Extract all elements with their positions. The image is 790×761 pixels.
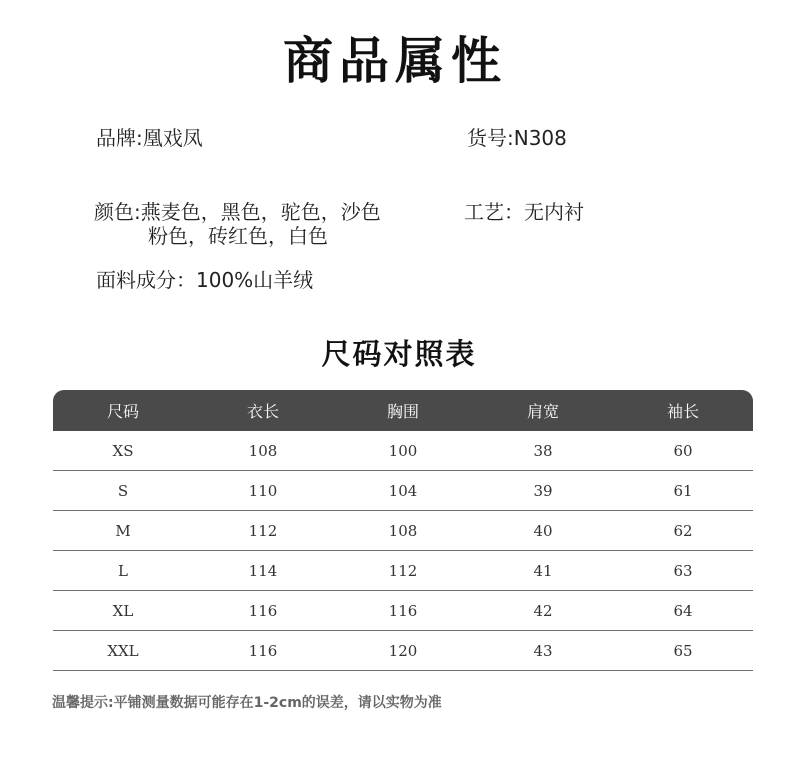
cell-sleeve: 63: [673, 561, 693, 580]
size-chart-title: 尺码对照表: [321, 337, 477, 371]
header-cell-shoulder: 肩宽: [526, 402, 559, 421]
cell-shoulder: 42: [533, 601, 553, 620]
cell-sleeve: 60: [673, 441, 693, 460]
cell-size: L: [118, 561, 128, 580]
cell-length: 112: [248, 521, 278, 540]
color-attribute-line-1: 颜色:燕麦色，黑色，驼色，沙色: [94, 200, 381, 224]
cell-length: 116: [248, 601, 278, 620]
cell-chest: 100: [388, 441, 418, 460]
size-chart-table: [53, 390, 753, 671]
cell-size: M: [115, 521, 131, 540]
table-row: [53, 631, 753, 671]
cell-length: 108: [248, 441, 278, 460]
table-row: [53, 591, 753, 631]
cell-size: XS: [112, 441, 134, 460]
cell-sleeve: 65: [673, 641, 693, 660]
cell-length: 116: [248, 641, 278, 660]
header-cell-size: 尺码: [106, 402, 139, 421]
fabric-attribute: 面料成分：100%山羊绒: [96, 268, 314, 292]
cell-size: XL: [112, 601, 134, 620]
header-cell-length: 衣长: [246, 402, 279, 421]
page-title: 商品属性: [283, 32, 507, 90]
header-cell-chest: 胸围: [386, 402, 419, 421]
table-row: [53, 431, 753, 471]
brand-attribute: 品牌:凰戏凤: [96, 126, 203, 150]
cell-shoulder: 43: [533, 641, 553, 660]
header-cell-sleeve: 袖长: [666, 402, 699, 421]
cell-sleeve: 62: [673, 521, 693, 540]
cell-size: XXL: [107, 641, 139, 660]
cell-chest: 108: [388, 521, 418, 540]
cell-chest: 120: [388, 641, 418, 660]
item-number-attribute: 货号:N308: [467, 126, 567, 150]
cell-sleeve: 61: [673, 481, 693, 500]
table-row: [53, 471, 753, 511]
cell-shoulder: 39: [533, 481, 553, 500]
cell-chest: 116: [388, 601, 418, 620]
table-row: [53, 551, 753, 591]
cell-chest: 112: [388, 561, 418, 580]
cell-shoulder: 40: [533, 521, 553, 540]
cell-sleeve: 64: [673, 601, 693, 620]
color-attribute-line-2: 粉色，砖红色，白色: [148, 224, 328, 248]
table-body: [53, 431, 753, 671]
table-row: [53, 511, 753, 551]
cell-chest: 104: [388, 481, 418, 500]
cell-shoulder: 38: [533, 441, 553, 460]
measurement-note: 温馨提示:平铺测量数据可能存在1-2cm的误差，请以实物为准: [52, 695, 442, 711]
craft-attribute: 工艺：无内衬: [464, 200, 584, 224]
cell-length: 114: [248, 561, 278, 580]
table-header-row: [53, 390, 753, 431]
color-attribute: [94, 200, 381, 248]
cell-length: 110: [248, 481, 278, 500]
cell-shoulder: 41: [533, 561, 553, 580]
cell-size: S: [117, 481, 129, 500]
